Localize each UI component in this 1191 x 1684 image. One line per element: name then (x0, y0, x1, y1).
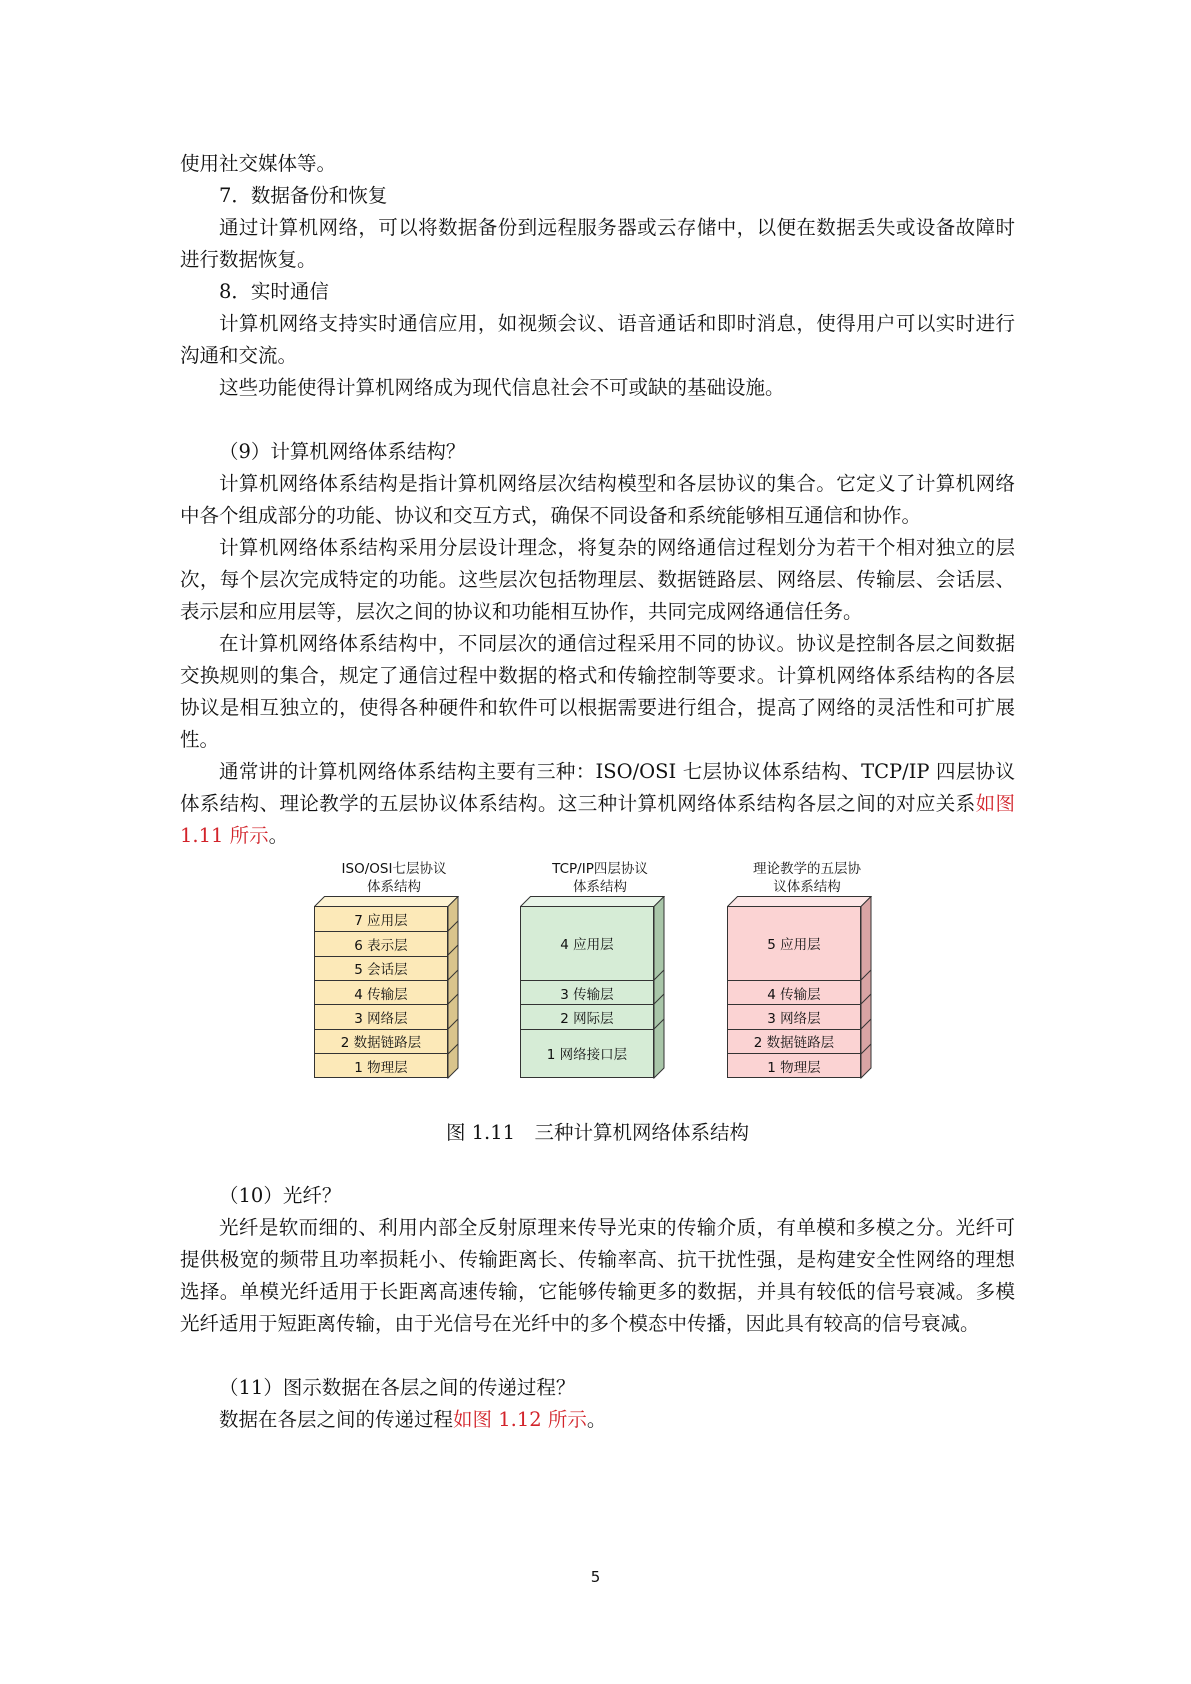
paragraph: 计算机网络体系结构采用分层设计理念，将复杂的网络通信过程划分为若干个相对独立的层次，每个层次完成特定的功能。这些层次包括物理层、数据链路层、网络层、传输层、会话层、表示层和应用层等，层次之间的协议和功能相互协作，共同完成网络通信任务。 (180, 536, 1015, 623)
tcpip-layer-stack (520, 896, 664, 1078)
figure-caption: 图 1.11 三种计算机网络体系结构 (445, 1121, 750, 1144)
stack-title-line: TCP/IP四层协议 (552, 861, 648, 877)
protocol-layer: 4 应用层 (560, 937, 614, 954)
stack-top-face (315, 897, 459, 907)
protocol-layer: 1 物理层 (728, 1053, 860, 1077)
figure-1-11 (180, 856, 1015, 1114)
paragraph-text: 通常讲的计算机网络体系结构主要有三种：ISO/OSI 七层协议体系结构、TCP/IP 四层协议体系结构、理论教学的五层协议体系结构。这三种计算机网络体系结构各层之间的对应关系 (180, 760, 1015, 815)
stack-title-line: 议体系结构 (773, 879, 841, 895)
paragraph: 计算机网络体系结构是指计算机网络层次结构模型和各层协议的集合。它定义了计算机网络中各个组成部分的功能、协议和交互方式，确保不同设备和系统能够相互通信和协作。 (180, 472, 1015, 527)
stack-side-face (654, 897, 664, 1079)
paragraph (180, 1404, 1015, 1436)
protocol-layer: 2 数据链路层 (315, 1029, 447, 1053)
paragraph-end: 。 (268, 824, 289, 847)
paragraph-end: 。 (586, 1408, 607, 1431)
stack-title-line: 理论教学的五层协 (753, 861, 861, 877)
protocol-layer: 3 网络层 (728, 1004, 860, 1028)
protocol-layer: 4 传输层 (728, 980, 860, 1004)
protocol-layer: 2 网际层 (521, 1004, 653, 1028)
stack-title-line: 体系结构 (573, 879, 627, 895)
stack-side-face (448, 897, 458, 1079)
protocol-layer: 5 应用层 (767, 937, 821, 954)
protocol-layer: 5 会话层 (315, 956, 447, 980)
paragraph: 光纤是软而细的、利用内部全反射原理来传导光束的传输介质，有单模和多模之分。光纤可提供极宽的频带且功率损耗小、传输距离长、传输率高、抗干扰性强，是构建安全性网络的理想选择。单模光纤适用于长距离高速传输，它能够传输更多的数据，并具有较低的信号衰减。多模光纤适用于短距离传输，由于光信号在光纤中的多个模态中传播，因此具有较高的信号衰减。 (180, 1216, 1015, 1335)
protocol-layer: 1 网络接口层 (521, 1029, 653, 1078)
paragraph-text: 数据在各层之间的传递过程 (219, 1408, 454, 1431)
paragraph: 在计算机网络体系结构中，不同层次的通信过程采用不同的协议。协议是控制各层之间数据交换规则的集合，规定了通信过程中数据的格式和传输控制等要求。计算机网络体系结构的各层协议是相互独立的，使得各种硬件和软件可以根据需要进行组合，提高了网络的灵活性和可扩展性。 (180, 632, 1015, 751)
stack-front-face (520, 906, 654, 1078)
stack-top-face (728, 897, 872, 907)
stack-front-face (314, 906, 448, 1078)
stack-title-five-layer (707, 860, 907, 896)
protocol-layer: 3 网络层 (315, 1004, 447, 1028)
page-number: 5 (590, 1568, 601, 1586)
stack-title-line: 体系结构 (367, 879, 421, 895)
paragraph: 使用社交媒体等。 (180, 152, 337, 175)
paragraph: 通过计算机网络，可以将数据备份到远程服务器或云存储中，以便在数据丢失或设备故障时进行数据恢复。 (180, 216, 1015, 271)
page-content (180, 148, 1015, 1436)
section-heading-9: （9）计算机网络体系结构？ (219, 440, 466, 463)
figure-reference-link[interactable]: 如图 1.11 所示 (180, 792, 1015, 847)
stack-title-tcpip (500, 860, 700, 896)
protocol-layer: 1 物理层 (315, 1053, 447, 1077)
osi-layer-stack (314, 896, 458, 1078)
paragraph: 计算机网络支持实时通信应用，如视频会议、语音通话和即时消息，使得用户可以实时进行沟通和交流。 (180, 312, 1015, 367)
stack-front-face (727, 906, 861, 1078)
protocol-layer: 2 数据链路层 (728, 1029, 860, 1053)
stack-title-line: ISO/OSI七层协议 (341, 861, 447, 877)
stack-side-face (861, 897, 871, 1079)
stack-top-face (521, 897, 665, 907)
protocol-layer: 6 表示层 (315, 931, 447, 955)
five-layer-stack (727, 896, 871, 1078)
protocol-layer: 4 传输层 (315, 980, 447, 1004)
protocol-layer: 7 应用层 (354, 913, 408, 930)
heading-8: 8．实时通信 (219, 280, 329, 303)
paragraph (180, 756, 1015, 852)
paragraph: 这些功能使得计算机网络成为现代信息社会不可或缺的基础设施。 (219, 376, 785, 399)
heading-7: 7．数据备份和恢复 (219, 184, 388, 207)
section-heading-10: （10）光纤？ (219, 1184, 342, 1207)
stack-title-osi (294, 860, 494, 896)
figure-reference-link[interactable]: 如图 1.12 所示 (453, 1408, 587, 1431)
section-heading-11: （11）图示数据在各层之间的传递过程？ (219, 1376, 576, 1399)
protocol-layer: 3 传输层 (521, 980, 653, 1004)
